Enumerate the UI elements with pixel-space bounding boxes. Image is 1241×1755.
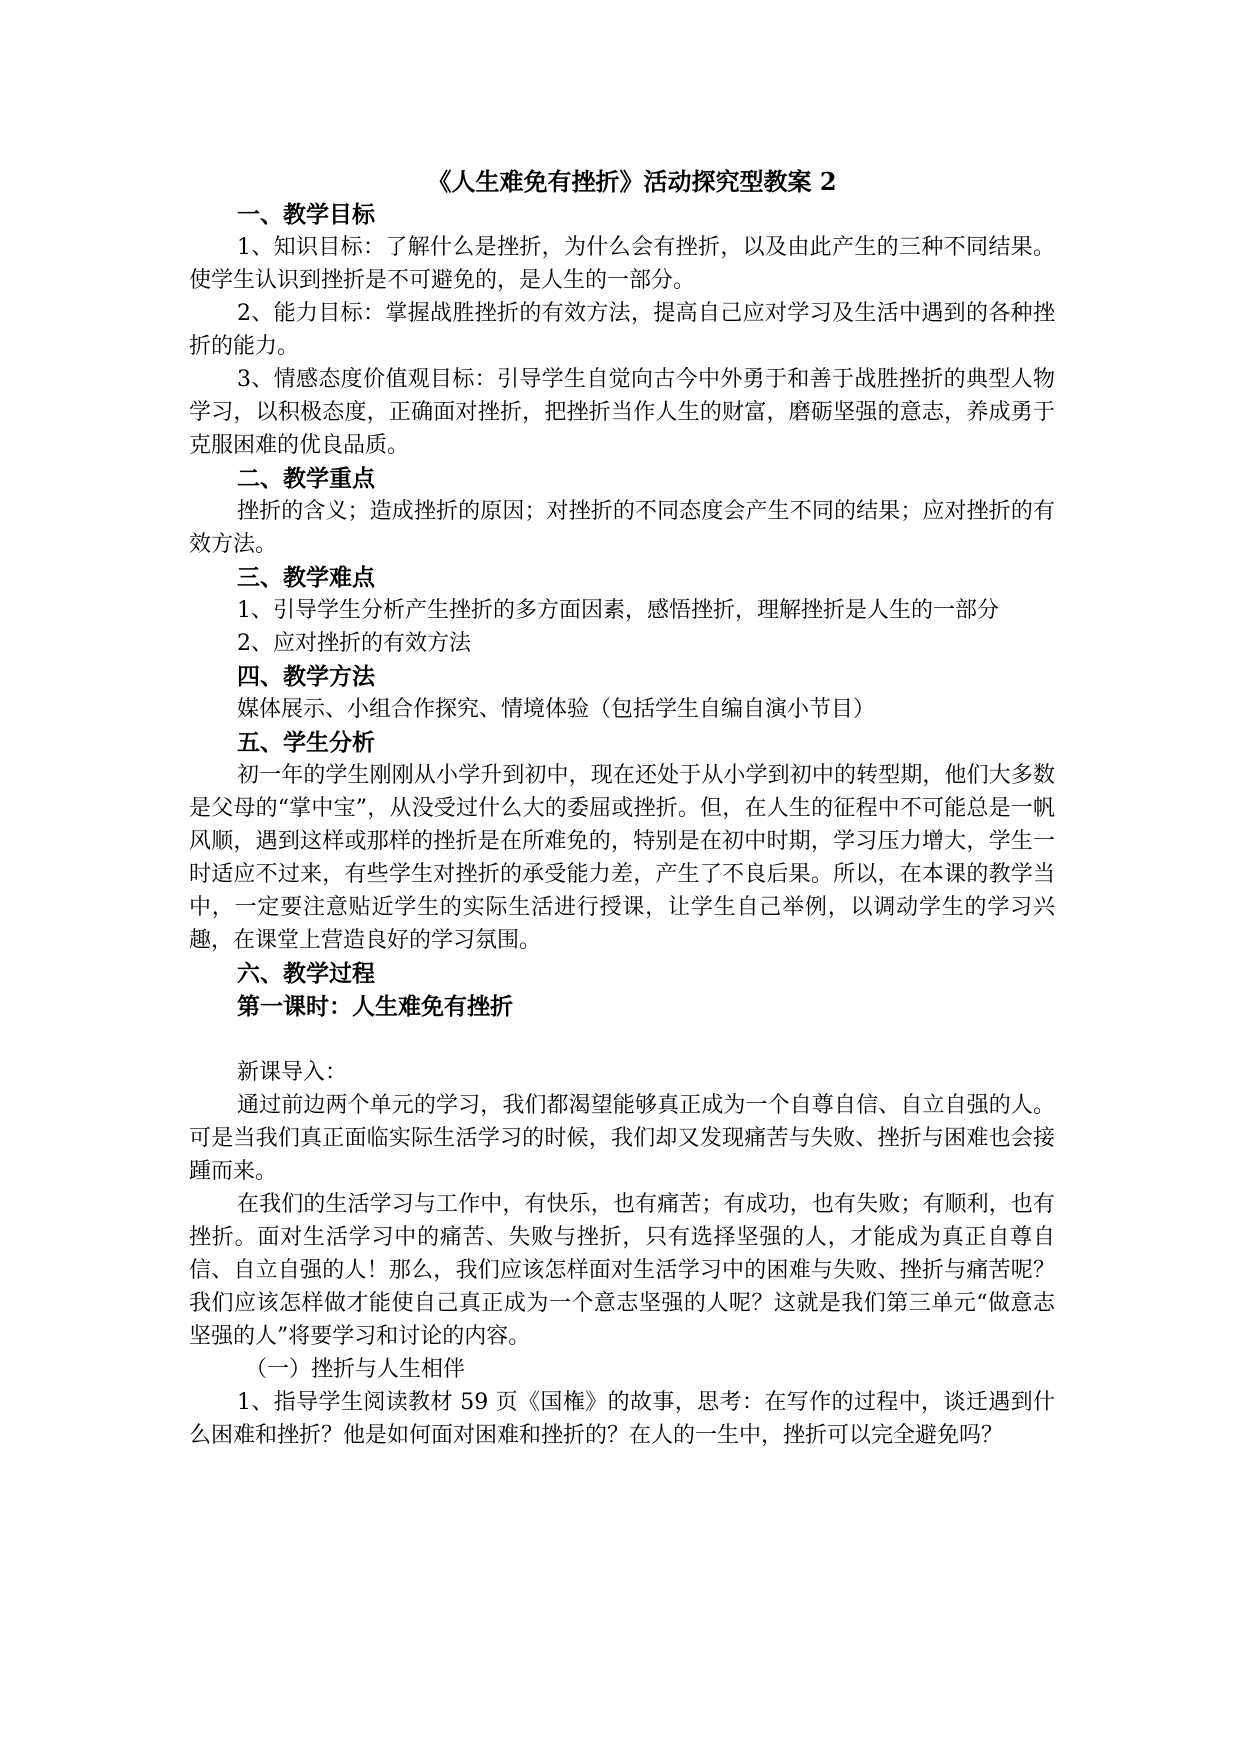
blank-line bbox=[189, 1023, 1055, 1056]
paragraph-difficulty-1: 1、引导学生分析产生挫折的多方面因素，感悟挫折，理解挫折是人生的一部分 bbox=[237, 598, 999, 623]
paragraph-student-analysis: 初一年的学生刚刚从小学升到初中，现在还处于从小学到初中的转型期，他们大多数是父母的“掌中宝”，从没受过什么大的委屈或挫折。但，在人生的征程中不可能总是一帆风顺，遇到这样或那样的挫折是在所难免的，特别是在初中时期，学习压力增大，学生一时适应不过来，有些学生对挫折的承受能力差，产生了不良后果。所以，在本课的教学当中，一定要注意贴近学生的实际生活进行授课，让学生自己举例，以调动学生的学习兴趣，在课堂上营造良好的学习氛围。 bbox=[189, 763, 1055, 953]
paragraph-key-points: 挫折的含义；造成挫折的原因；对挫折的不同态度会产生不同的结果；应对挫折的有效方法。 bbox=[189, 499, 1055, 557]
section-heading-difficulties: 三、教学难点 bbox=[237, 564, 375, 591]
section-heading-key-points: 二、教学重点 bbox=[237, 465, 375, 492]
document-title: 《人生难免有挫折》活动探究型教案 2 bbox=[427, 167, 837, 196]
paragraph-activity-1: 1、指导学生阅读教材 59 页《国権》的故事，思考：在写作的过程中，谈迁遇到什么困难和挫折？他是如何面对困难和挫折的？在人的一生中，挫折可以完全避免吗？ bbox=[189, 1390, 1055, 1448]
paragraph-knowledge-goal: 1、知识目标：了解什么是挫折，为什么会有挫折，以及由此产生的三种不同结果。使学生认识到挫折是不可避免的，是人生的一部分。 bbox=[189, 235, 1055, 293]
paragraph-attitude-goal: 3、情感态度价值观目标：引导学生自觉向古今中外勇于和善于战胜挫折的典型人物学习，以积极态度，正确面对挫折，把挫折当作人生的财富，磨砺坚强的意志，养成勇于克服困难的优良品质。 bbox=[189, 367, 1055, 458]
subheading-part-1: （一）挫折与人生相伴 bbox=[245, 1357, 466, 1382]
paragraph-difficulty-2: 2、应对挫折的有效方法 bbox=[237, 631, 471, 656]
section-heading-objectives: 一、教学目标 bbox=[237, 201, 375, 228]
section-heading-methods: 四、教学方法 bbox=[237, 663, 375, 690]
paragraph-intro-2: 在我们的生活学习与工作中，有快乐，也有痛苦；有成功，也有失败；有顺利，也有挫折。面对生活学习中的痛苦、失败与挫折，只有选择坚强的人，才能成为真正自尊自信、自立自强的人！那么，我们应该怎样面对生活学习中的困难与失败、挫折与痛苦呢？我们应该怎样做才能使自己真正成为一个意志坚强的人呢？这就是我们第三单元“做意志坚强的人”将要学习和讨论的内容。 bbox=[189, 1192, 1055, 1349]
subheading-first-lesson: 第一课时：人生难免有挫折 bbox=[237, 993, 513, 1020]
paragraph-intro-1: 通过前边两个单元的学习，我们都渴望能够真正成为一个自尊自信、自立自强的人。可是当我们真正面临实际生活学习的时候，我们却又发现痛苦与失败、挫折与困难也会接踵而来。 bbox=[189, 1093, 1055, 1184]
document-page bbox=[189, 166, 1055, 1452]
section-heading-student-analysis: 五、学生分析 bbox=[237, 729, 375, 756]
label-lesson-intro: 新课导入： bbox=[237, 1060, 348, 1085]
section-heading-process: 六、教学过程 bbox=[237, 960, 375, 987]
paragraph-ability-goal: 2、能力目标：掌握战胜挫折的有效方法，提高自己应对学习及生活中遇到的各种挫折的能力。 bbox=[189, 301, 1055, 359]
paragraph-methods: 媒体展示、小组合作探究、情境体验（包括学生自编自演小节目） bbox=[237, 697, 876, 722]
